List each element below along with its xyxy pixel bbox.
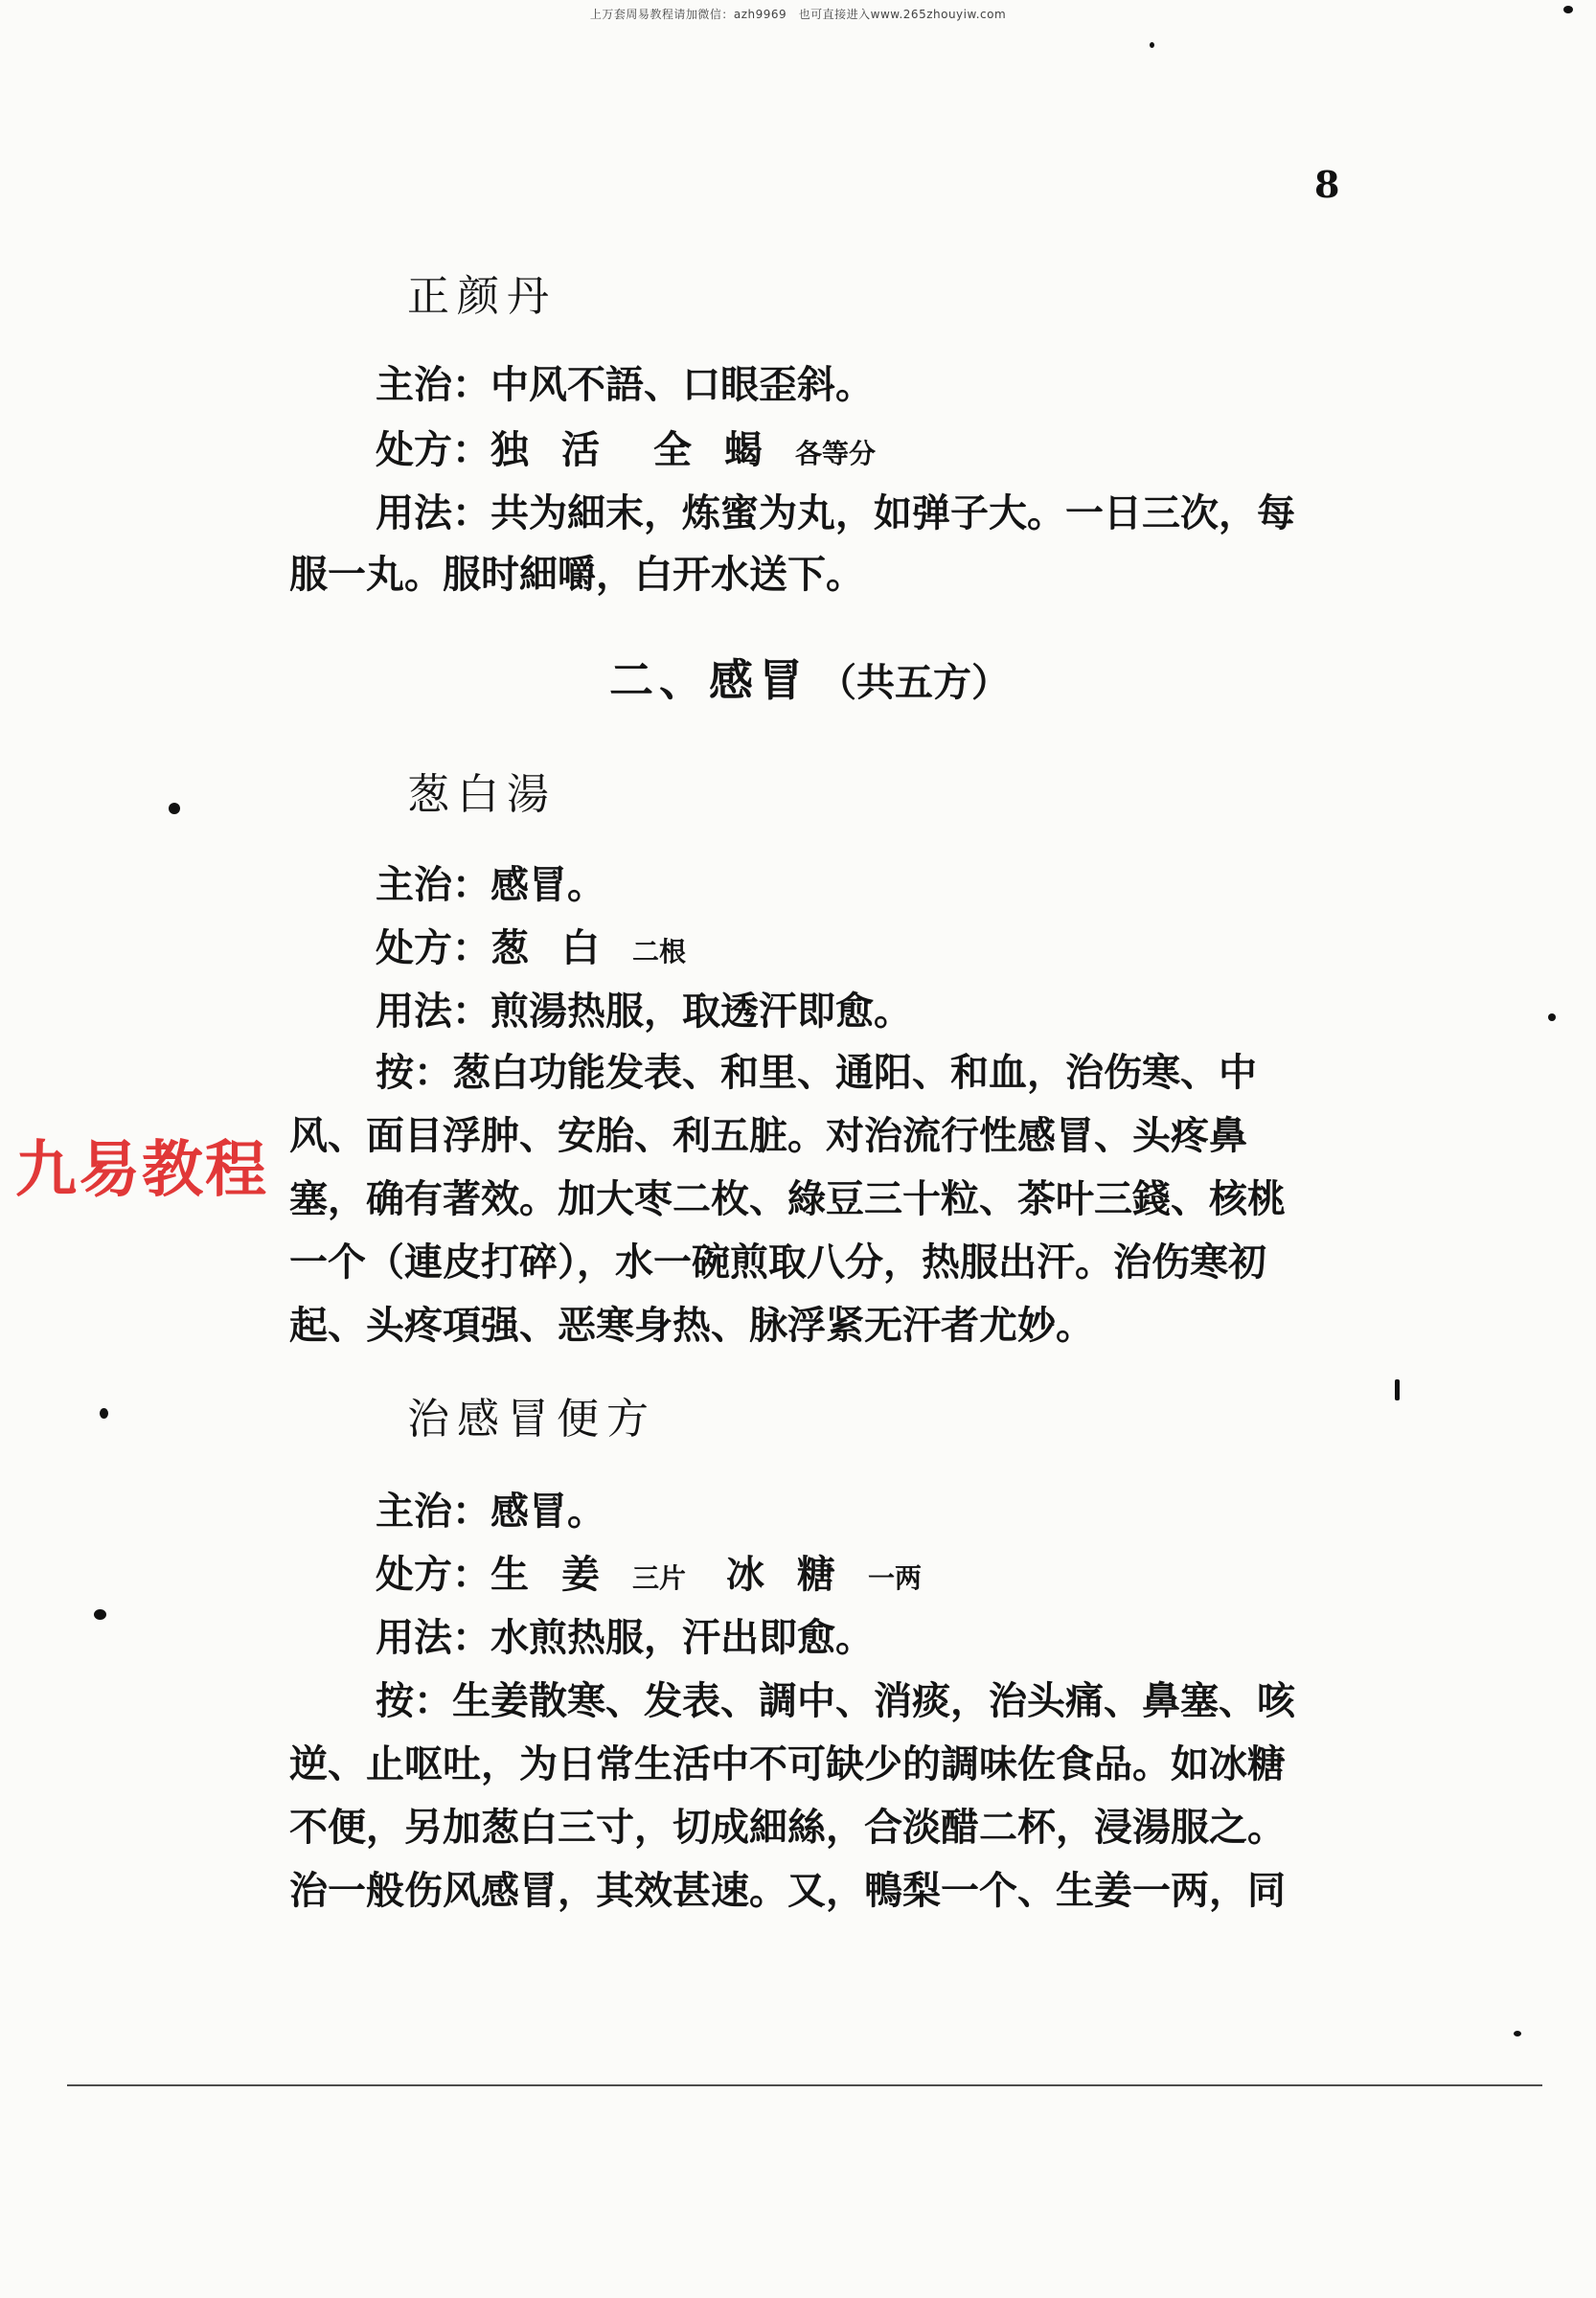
page-bottom-rule (67, 2084, 1542, 2086)
note-line (376, 1048, 1257, 1098)
prescription-line (376, 923, 707, 977)
indications-text: 感冒。 (490, 862, 605, 907)
prescription-label: 处方： (376, 1552, 490, 1597)
note-line (376, 1676, 1295, 1726)
scan-speck (1563, 6, 1573, 13)
indications-label: 主治： (376, 1489, 490, 1534)
note-continuation: 治一般伤风感冒，其效甚速。又，鴨梨一个、生姜一两，同 (289, 1868, 1286, 1913)
scan-speck (100, 1408, 108, 1419)
indications-text: 中风不語、口眼歪斜。 (490, 362, 874, 407)
indications-line (376, 1487, 605, 1536)
prescription-line (376, 1550, 943, 1604)
note-continuation: 塞，确有著效。加大枣二枚、綠豆三十粒、茶叶三錢、核桃 (289, 1176, 1286, 1221)
usage-continuation: 服一丸。服时細嚼，白开水送下。 (289, 552, 864, 597)
formula-title: 葱白湯 (407, 770, 557, 819)
herb-dose: 三片 (632, 1562, 687, 1594)
indications-text: 感冒。 (490, 1489, 605, 1534)
note-continuation: 不便，另加葱白三寸，切成細絲，合淡醋二杯，浸湯服之。 (289, 1805, 1286, 1850)
herb-name: 全蝎 (653, 427, 795, 472)
indications-line (376, 360, 874, 410)
scan-speck (1548, 1013, 1556, 1021)
usage-line (376, 1613, 874, 1663)
prescription-line (376, 425, 897, 479)
note-text: 葱白功能发表、和里、通阳、和血，治伤寒、中 (452, 1050, 1257, 1095)
herb-item (653, 425, 876, 479)
prescription-label: 处方： (376, 427, 490, 472)
formula-title: 正颜丹 (407, 272, 557, 321)
indications-label: 主治： (376, 862, 490, 907)
scan-speck (1395, 1379, 1400, 1400)
usage-label: 用法： (376, 490, 490, 535)
indications-label: 主治： (376, 362, 490, 407)
usage-line (376, 987, 912, 1036)
scan-speck (1150, 42, 1154, 48)
herb-item (726, 1550, 922, 1604)
prescription-label: 处方： (376, 925, 490, 970)
scan-speck (169, 803, 180, 814)
note-continuation: 风、面目浮肿、安胎、利五脏。对治流行性感冒、头疼鼻 (289, 1113, 1247, 1158)
note-label: 按： (376, 1678, 452, 1723)
scan-speck (94, 1609, 106, 1620)
herb-name: 冰糖 (726, 1552, 869, 1597)
page-number: 8 (1314, 163, 1340, 206)
herb-item (490, 923, 686, 977)
usage-text: 煎湯热服，取透汗即愈。 (490, 989, 912, 1034)
note-label: 按： (376, 1050, 452, 1095)
herb-dose: 二根 (632, 936, 687, 967)
watermark-text: 九易教程 (15, 1135, 268, 1206)
usage-label: 用法： (376, 1615, 490, 1660)
note-text: 生姜散寒、发表、調中、消痰，治头痛、鼻塞、咳 (452, 1678, 1295, 1723)
scan-speck (1514, 2031, 1521, 2036)
herb-name: 葱白 (490, 925, 632, 970)
note-continuation: 起、头疼項强、恶寒身热、脉浮紧无汗者尤妙。 (289, 1303, 1094, 1348)
herb-name: 独活 (490, 427, 632, 472)
herb-name: 生姜 (490, 1552, 632, 1597)
section-heading (609, 651, 1010, 712)
indications-line (376, 860, 605, 910)
herb-dose: 各等分 (795, 438, 877, 469)
usage-label: 用法： (376, 989, 490, 1034)
usage-text: 共为細末，炼蜜为丸，如弹子大。一日三次，每 (490, 490, 1295, 535)
herb-item (490, 425, 632, 479)
section-heading-count: （共五方） (818, 660, 1010, 705)
usage-text: 水煎热服，汗出即愈。 (490, 1615, 874, 1660)
formula-title: 治感冒便方 (407, 1395, 656, 1444)
note-continuation: 一个（連皮打碎），水一碗煎取八分，热服出汗。治伤寒初 (289, 1240, 1266, 1285)
usage-line (376, 489, 1295, 538)
herb-dose: 一两 (868, 1562, 923, 1594)
section-heading-main: 二、感冒 (609, 654, 809, 706)
herb-item (490, 1550, 686, 1604)
header-note: 上万套周易教程请加微信：azh9969 也可直接进入www.265zhouyiw.com (589, 8, 1007, 21)
note-continuation: 逆、止呕吐，为日常生活中不可缺少的調味佐食品。如冰糖 (289, 1741, 1286, 1786)
